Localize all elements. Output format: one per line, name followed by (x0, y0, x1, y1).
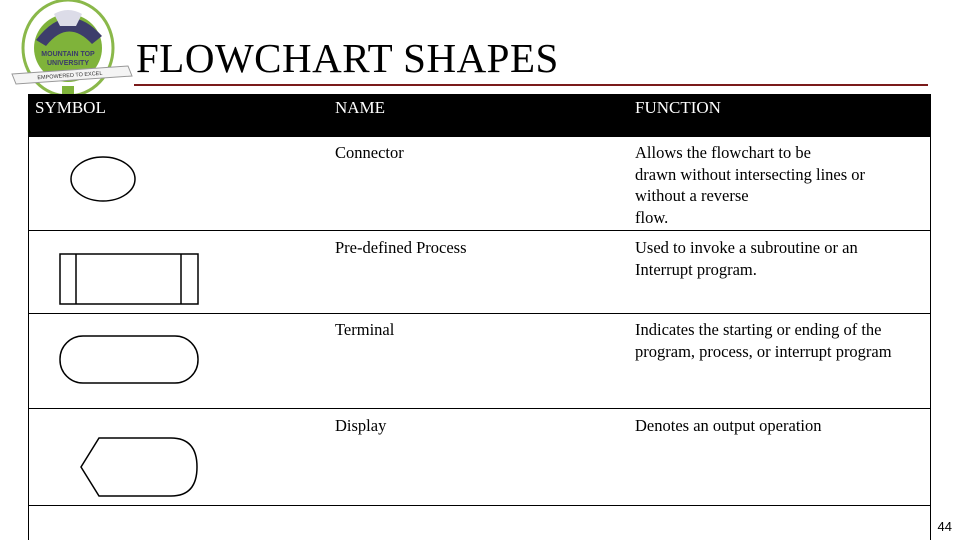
row-function: Allows the flowchart to be drawn without intersecting lines or without a reverse flow. (635, 143, 866, 227)
predefined-process-shape (59, 253, 201, 305)
university-logo (6, 0, 146, 100)
table-row (29, 137, 930, 230)
row-name: Display (335, 416, 387, 435)
row-name: Terminal (335, 320, 395, 339)
header-symbol: SYMBOL (35, 98, 106, 117)
table-row-empty (29, 505, 930, 541)
row-function: Used to invoke a subroutine or an Interrupt program. (635, 238, 858, 279)
logo-lower-text: UNIVERSITY (46, 60, 90, 67)
title-underline (134, 84, 928, 86)
terminal-shape (59, 335, 201, 385)
display-shape (79, 436, 201, 498)
logo-upper-text: MOUNTAIN TOP (41, 51, 95, 58)
header-function: FUNCTION (635, 98, 721, 117)
table-row (29, 230, 930, 314)
slide-title: FLOWCHART SHAPES (136, 35, 559, 81)
page-number: 44 (937, 519, 952, 534)
table-row (29, 313, 930, 409)
table-row (29, 408, 930, 506)
table-header (29, 94, 930, 137)
logo-ribbon-text: EMPOWERED TO EXCEL (37, 70, 103, 82)
flowchart-shapes-table (28, 94, 931, 540)
row-name: Connector (335, 143, 404, 162)
connector-shape (69, 155, 139, 203)
row-function: Indicates the starting or ending of the program, process, or interrupt program (635, 320, 892, 361)
row-name: Pre-defined Process (335, 238, 467, 257)
header-name: NAME (335, 98, 386, 117)
row-function: Denotes an output operation (635, 416, 822, 435)
